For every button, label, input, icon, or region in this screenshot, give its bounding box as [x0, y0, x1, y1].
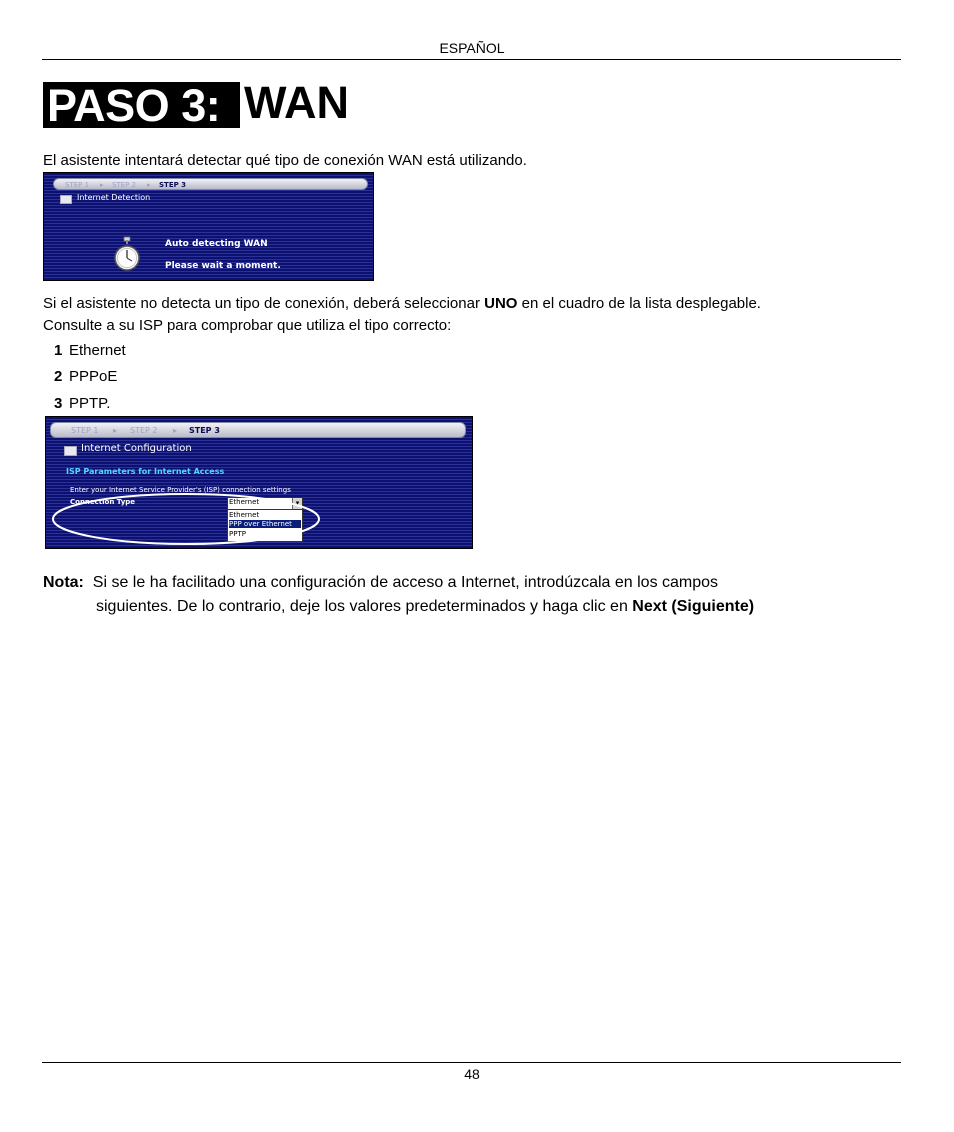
list-number: 2 — [54, 368, 63, 385]
screenshot-internet-configuration — [45, 416, 473, 549]
selected-value: Ethernet — [229, 498, 260, 506]
list-number: 3 — [54, 395, 63, 412]
folder-icon — [60, 195, 72, 204]
instructions-pre: Si el asistente no detecta un tipo de conexión, deberá seleccionar — [43, 295, 485, 312]
list-number: 1 — [54, 342, 63, 359]
instructions-line2: Consulte a su ISP para comprobar que utiliza el tipo correcto: — [43, 317, 452, 334]
step-arrow-1: ▸ — [100, 181, 104, 189]
option-pptp[interactable]: PPTP — [229, 530, 246, 538]
highlight-ellipse — [46, 417, 472, 548]
step-arrow-2: ▸ — [173, 426, 178, 435]
header-language: ESPAÑOL — [439, 40, 505, 56]
step-1: STEP 1 — [71, 426, 99, 435]
step-1: STEP 1 — [65, 181, 90, 189]
wait-label: Please wait a moment. — [165, 261, 281, 271]
note-line1: Si se le ha facilitado una configuración de acceso a Internet, introdúzcala en los campos — [92, 574, 719, 591]
header-rule — [42, 59, 901, 60]
intro-paragraph: El asistente intentará detectar qué tipo de conexión WAN está utilizando. — [43, 152, 527, 169]
step-arrow-2: ▸ — [147, 181, 151, 189]
list-item — [54, 368, 117, 385]
note-paragraph — [43, 572, 718, 594]
footer-rule — [42, 1062, 901, 1063]
next-label: Next (Siguiente) — [632, 598, 755, 615]
instruction-text: Enter your Internet Service Provider's (ISP) connection settings — [70, 486, 291, 494]
panel-title: Internet Configuration — [81, 443, 192, 454]
note-line2-text: siguientes. De lo contrario, deje los valores predeterminados y haga clic en — [96, 598, 633, 615]
step-3: STEP 3 — [189, 426, 220, 435]
step-2: STEP 2 — [130, 426, 158, 435]
step-arrow-1: ▸ — [113, 426, 118, 435]
chevron-down-icon[interactable]: ▾ — [292, 498, 302, 509]
step-bar — [53, 178, 368, 190]
connection-type-label: Connection Type — [70, 498, 136, 506]
note-label: Nota: — [43, 574, 84, 591]
screenshot-internet-detection — [43, 172, 374, 281]
step-2: STEP 2 — [112, 181, 137, 189]
instructions-bold: UNO — [484, 295, 518, 312]
title-boxed-text: PASO 3: — [47, 80, 221, 131]
list-item — [54, 342, 126, 359]
panel-title: Internet Detection — [77, 193, 151, 202]
list-text: PPPoE — [69, 368, 118, 385]
option-pppoe[interactable]: PPP over Ethernet — [229, 520, 301, 528]
step-3: STEP 3 — [159, 181, 187, 189]
instructions-paragraph — [43, 293, 761, 315]
option-ethernet[interactable]: Ethernet — [229, 511, 260, 519]
stopwatch-icon — [112, 236, 142, 272]
page-number: 48 — [464, 1066, 480, 1082]
list-text: Ethernet — [69, 342, 126, 359]
title-box — [43, 80, 240, 131]
instructions-post: en el cuadro de la lista desplegable. — [517, 295, 761, 312]
title-rest-text: WAN — [244, 77, 349, 128]
detecting-label: Auto detecting WAN — [165, 239, 268, 249]
list-item — [54, 395, 110, 412]
note-line2 — [96, 596, 754, 618]
list-text: PPTP. — [69, 395, 111, 412]
section-heading: ISP Parameters for Internet Access — [66, 467, 225, 476]
